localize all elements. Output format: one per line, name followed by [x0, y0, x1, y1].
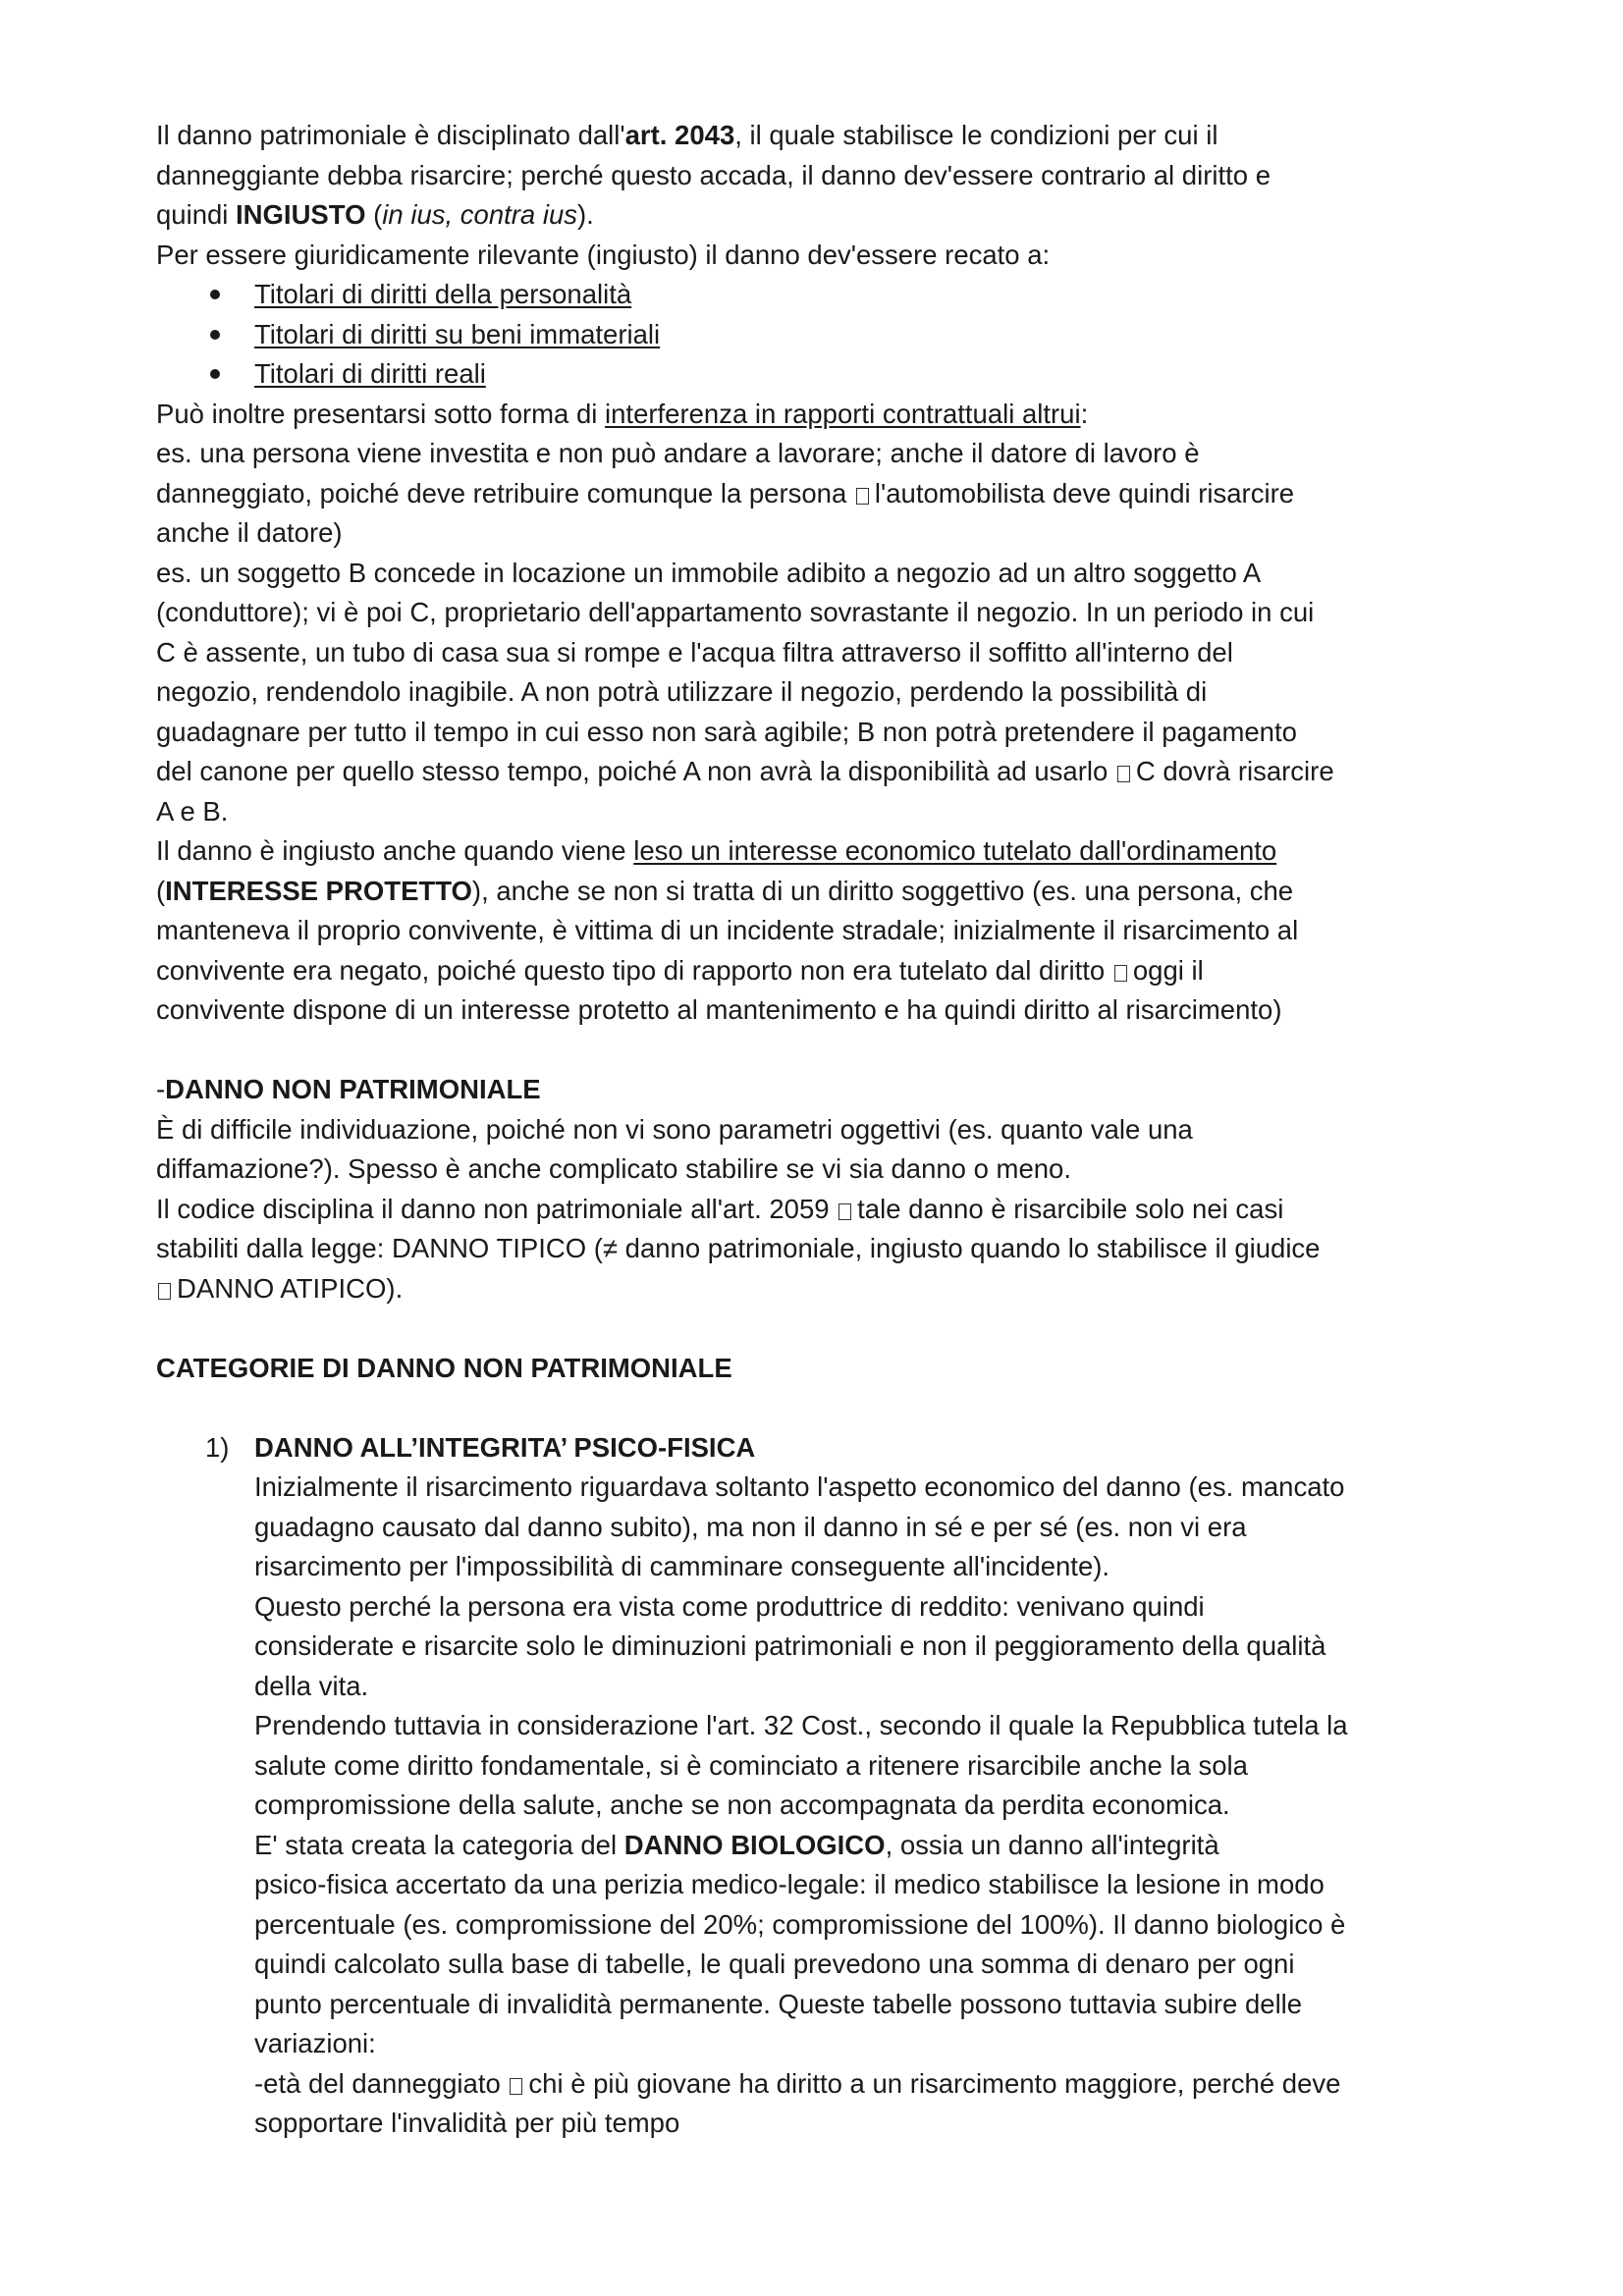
paragraph-esempio-1: es. una persona viene investita e non può andare a lavorare; anche il datore di lavoro è danneggiato, poiché deve retribuire comunque la persona l'automobilista deve quindi risarcire anche il datore): [156, 438, 1295, 548]
paragraph-danno-non-patrimoniale: È di difficile individuazione, poiché non vi sono parametri oggettivi (es. quanto vale una diffamazione?). Spesso è anche complicato stabilire se vi sia danno o meno. Il codice disciplina il danno non patrimoniale all'art. 2059 tale danno è risarcibile solo nei casi stabiliti dalla legge: DANNO TIPICO (≠ danno patrimoniale, ingiusto quando lo stabilisce il giudice DANNO ATIPICO).: [156, 1113, 1321, 1304]
bullet-icon: [210, 290, 220, 299]
section-title-danno-non-patrimoniale: -DANNO NON PATRIMONIALE: [156, 1074, 541, 1104]
spacer: [156, 1388, 1501, 1428]
item-paragraph-2: Questo perché la persona era vista come produttrice di reddito: venivano quindi considerate e risarcite solo le diminuzioni patrimoniali e non il peggioramento della qualità della vita.: [254, 1590, 1326, 1701]
bullet-icon: [210, 369, 220, 379]
list-item: Titolari di diritti della personalità: [156, 275, 1501, 315]
bullet-icon: [210, 330, 220, 340]
item-paragraph-1: Inizialmente il risarcimento riguardava soltanto l'aspetto economico del danno (es. mancato guadagno causato dal danno subito), ma non il danno in sé e per sé (es. non vi era risarcimento per l'impossibilità di camminare conseguente all'incidente).: [254, 1471, 1345, 1581]
arrow-placeholder-icon: [839, 1203, 851, 1220]
list-item: Titolari di diritti reali: [156, 354, 1501, 395]
arrow-placeholder-icon: [856, 488, 869, 505]
paragraph-rilevanza: Per essere giuridicamente rilevante (ingiusto) il danno dev'essere recato a:: [156, 239, 1051, 270]
item-title: DANNO ALL’INTEGRITA’ PSICO-FISICA: [254, 1431, 756, 1463]
arrow-placeholder-icon: [1117, 766, 1130, 782]
paragraph-art-2043: Il danno patrimoniale è disciplinato dall'art. 2043, il quale stabilisce le condizioni per cui il danneggiante debba risarcire; perché questo accada, il danno dev'essere contrario al diritto e quindi INGIUSTO (in ius, contra ius).: [156, 120, 1271, 230]
section-heading-categorie: CATEGORIE DI DANNO NON PATRIMONIALE: [156, 1352, 732, 1383]
spacer: [156, 1308, 1501, 1349]
spacer: [156, 1031, 1501, 1071]
paragraph-interesse-protetto: Il danno è ingiusto anche quando viene leso un interesse economico tutelato dall'ordinamento (INTERESSE PROTETTO), anche se non si tratta di un diritto soggettivo (es. una persona, che manteneva il proprio convivente, è vittima di un incidente stradale; inizialmente il risarcimento al convivente era negato, poiché questo tipo di rapporto non era tutelato dal diritto oggi il convivente dispone di un interesse protetto al mantenimento e ha quindi diritto al risarcimento): [156, 835, 1299, 1025]
arrow-placeholder-icon: [510, 2078, 522, 2095]
list-item: Titolari di diritti su beni immateriali: [156, 315, 1501, 355]
arrow-placeholder-icon: [1114, 965, 1127, 982]
bullet-list-titolari: [156, 275, 1501, 395]
paragraph-interferenza: Può inoltre presentarsi sotto forma di interferenza in rapporti contrattuali altrui:: [156, 398, 1089, 429]
numbered-item-1: [156, 1428, 1501, 2144]
item-paragraph-4: E' stata creata la categoria del DANNO BIOLOGICO, ossia un danno all'integrità psico-fisica accertato da una perizia medico-legale: il medico stabilisce la lesione in modo percentuale (es. compromissione del 20%; compromissione del 100%). Il danno biologico è quindi calcolato sulla base di tabelle, le quali prevedono una somma di denaro per ogni punto percentuale di invalidità permanente. Queste tabelle possono tuttavia subire delle variazioni: -età del danneggiato chi è più giovane ha diritto a un risarcimento maggiore, perché deve sopportare l'invalidità per più tempo: [254, 1829, 1346, 2138]
document-body: [156, 116, 1501, 2144]
paragraph-esempio-2: es. un soggetto B concede in locazione un immobile adibito a negozio ad un altro soggetto A (conduttore); vi è poi C, proprietario dell'appartamento sovrastante il negozio. In un periodo in cui C è assente, un tubo di casa sua si rompe e l'acqua filtra attraverso il soffitto all'interno del negozio, rendendolo inagibile. A non potrà utilizzare il negozio, perdendo la possibilità di guadagnare per tutto il tempo in cui esso non sarà agibile; B non potrà pretendere il pagamento del canone per quello stesso tempo, poiché A non avrà la disponibilità ad usarlo C dovrà risarcire A e B.: [156, 557, 1334, 827]
item-paragraph-3: Prendendo tuttavia in considerazione l'art. 32 Cost., secondo il quale la Repubblica tutela la salute come diritto fondamentale, si è cominciato a ritenere risarcibile anche la sola compromissione della salute, anche se non accompagnata da perdita economica.: [254, 1710, 1348, 1820]
item-number: 1): [205, 1431, 230, 1463]
arrow-placeholder-icon: [158, 1283, 171, 1300]
